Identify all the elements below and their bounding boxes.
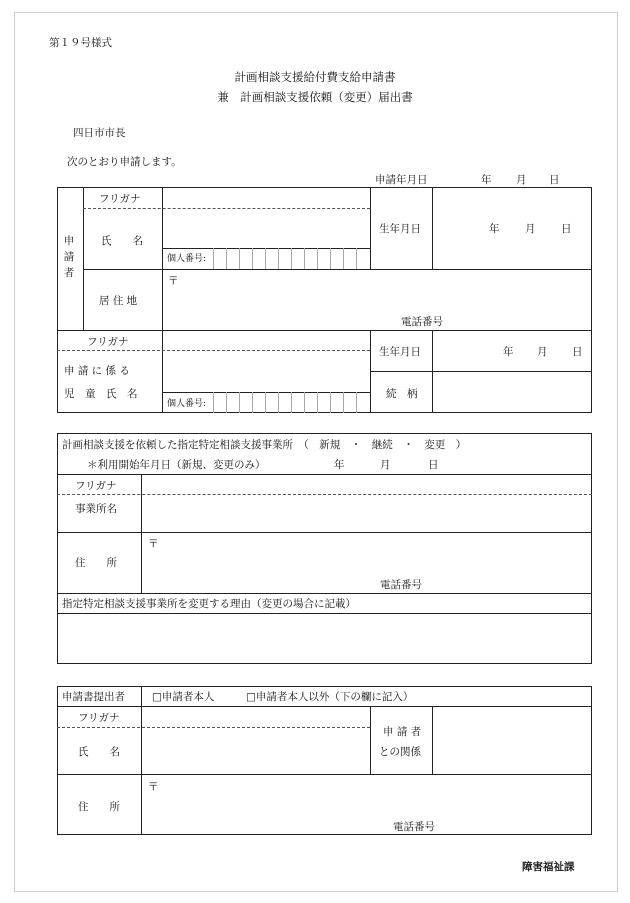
provider-start-month: 月 <box>380 459 391 471</box>
intro-text: 次のとおり申請します。 <box>67 156 182 168</box>
child-dob-month: 月 <box>537 346 548 358</box>
application-date-label: 申請年月日 <box>375 174 428 186</box>
submitter-relation-line2: との関係 <box>379 746 421 758</box>
submitter-furigana-label: フリガナ <box>78 712 120 724</box>
applicant-address-label: 居 住 地 <box>99 295 138 307</box>
submitter-option-self[interactable]: □申請者本人 <box>152 691 215 703</box>
submitter-name-label: 氏 名 <box>78 746 120 758</box>
applicant-dob-label: 生年月日 <box>379 223 421 235</box>
provider-phone-label: 電話番号 <box>380 579 422 591</box>
child-label-line1: 申 請 に 係 る <box>64 365 130 377</box>
applicant-name-label: 氏 名 <box>101 235 143 247</box>
child-personal-number-cells[interactable] <box>213 392 370 413</box>
submitter-relation-line1: 申 請 者 <box>383 726 422 738</box>
provider-postal-mark: 〒 <box>148 538 159 550</box>
form-number: 第１９号様式 <box>49 37 112 49</box>
addressee: 四日市市長 <box>73 127 126 139</box>
child-personal-number-label: 個人番号: <box>167 399 207 409</box>
provider-start-year: 年 <box>334 459 345 471</box>
department-label: 障害福祉課 <box>522 861 575 873</box>
submitter-phone-label: 電話番号 <box>393 821 435 833</box>
provider-heading: 計画相談支援を依頼した指定特定相談支援事業所 （ 新規 ・ 継続 ・ 変更 ） <box>62 439 467 451</box>
applicant-postal-mark: 〒 <box>168 275 179 287</box>
provider-office-name-label: 事業所名 <box>75 503 117 515</box>
applicant-personal-number-cells[interactable] <box>213 248 370 269</box>
submitter-label: 申請書提出者 <box>62 691 125 703</box>
provider-change-reason-label: 指定特定相談支援事業所を変更する理由（変更の場合に記載） <box>62 598 356 610</box>
applicant-personal-number-label: 個人番号: <box>167 254 207 264</box>
application-date-year: 年 <box>481 174 492 186</box>
provider-furigana-label: フリガナ <box>75 480 117 492</box>
provider-start-day: 日 <box>428 459 439 471</box>
applicant-dob-year: 年 <box>489 223 500 235</box>
submitter-postal-mark: 〒 <box>148 781 159 793</box>
application-date-day: 日 <box>549 174 560 186</box>
applicant-phone-label: 電話番号 <box>401 316 443 328</box>
child-dob-day: 日 <box>572 346 583 358</box>
applicant-dob-month: 月 <box>525 223 536 235</box>
applicant-table <box>57 187 592 413</box>
provider-address-label: 住 所 <box>75 557 117 569</box>
child-relation-label: 続 柄 <box>386 388 418 400</box>
child-label-line2: 児 童 氏 名 <box>64 388 138 400</box>
child-furigana-label: フリガナ <box>87 336 129 348</box>
child-dob-year: 年 <box>503 346 514 358</box>
submitter-option-other[interactable]: □申請者本人以外（下の欄に記入） <box>246 691 414 703</box>
application-date-month: 月 <box>516 174 527 186</box>
submitter-table <box>57 686 592 835</box>
applicant-furigana-label: フリガナ <box>99 193 141 205</box>
child-dob-label: 生年月日 <box>379 346 421 358</box>
form-title-line1: 計画相談支援給付費支給申請書 <box>234 70 396 84</box>
applicant-dob-day: 日 <box>561 223 572 235</box>
provider-start-date-label: ＊利用開始年月日（新規、変更のみ） <box>87 459 266 471</box>
applicant-side-label: 申 請 者 <box>63 235 75 279</box>
form-title-line2: 兼 計画相談支援依頼（変更）届出書 <box>217 90 413 104</box>
submitter-address-label: 住 所 <box>78 801 120 813</box>
